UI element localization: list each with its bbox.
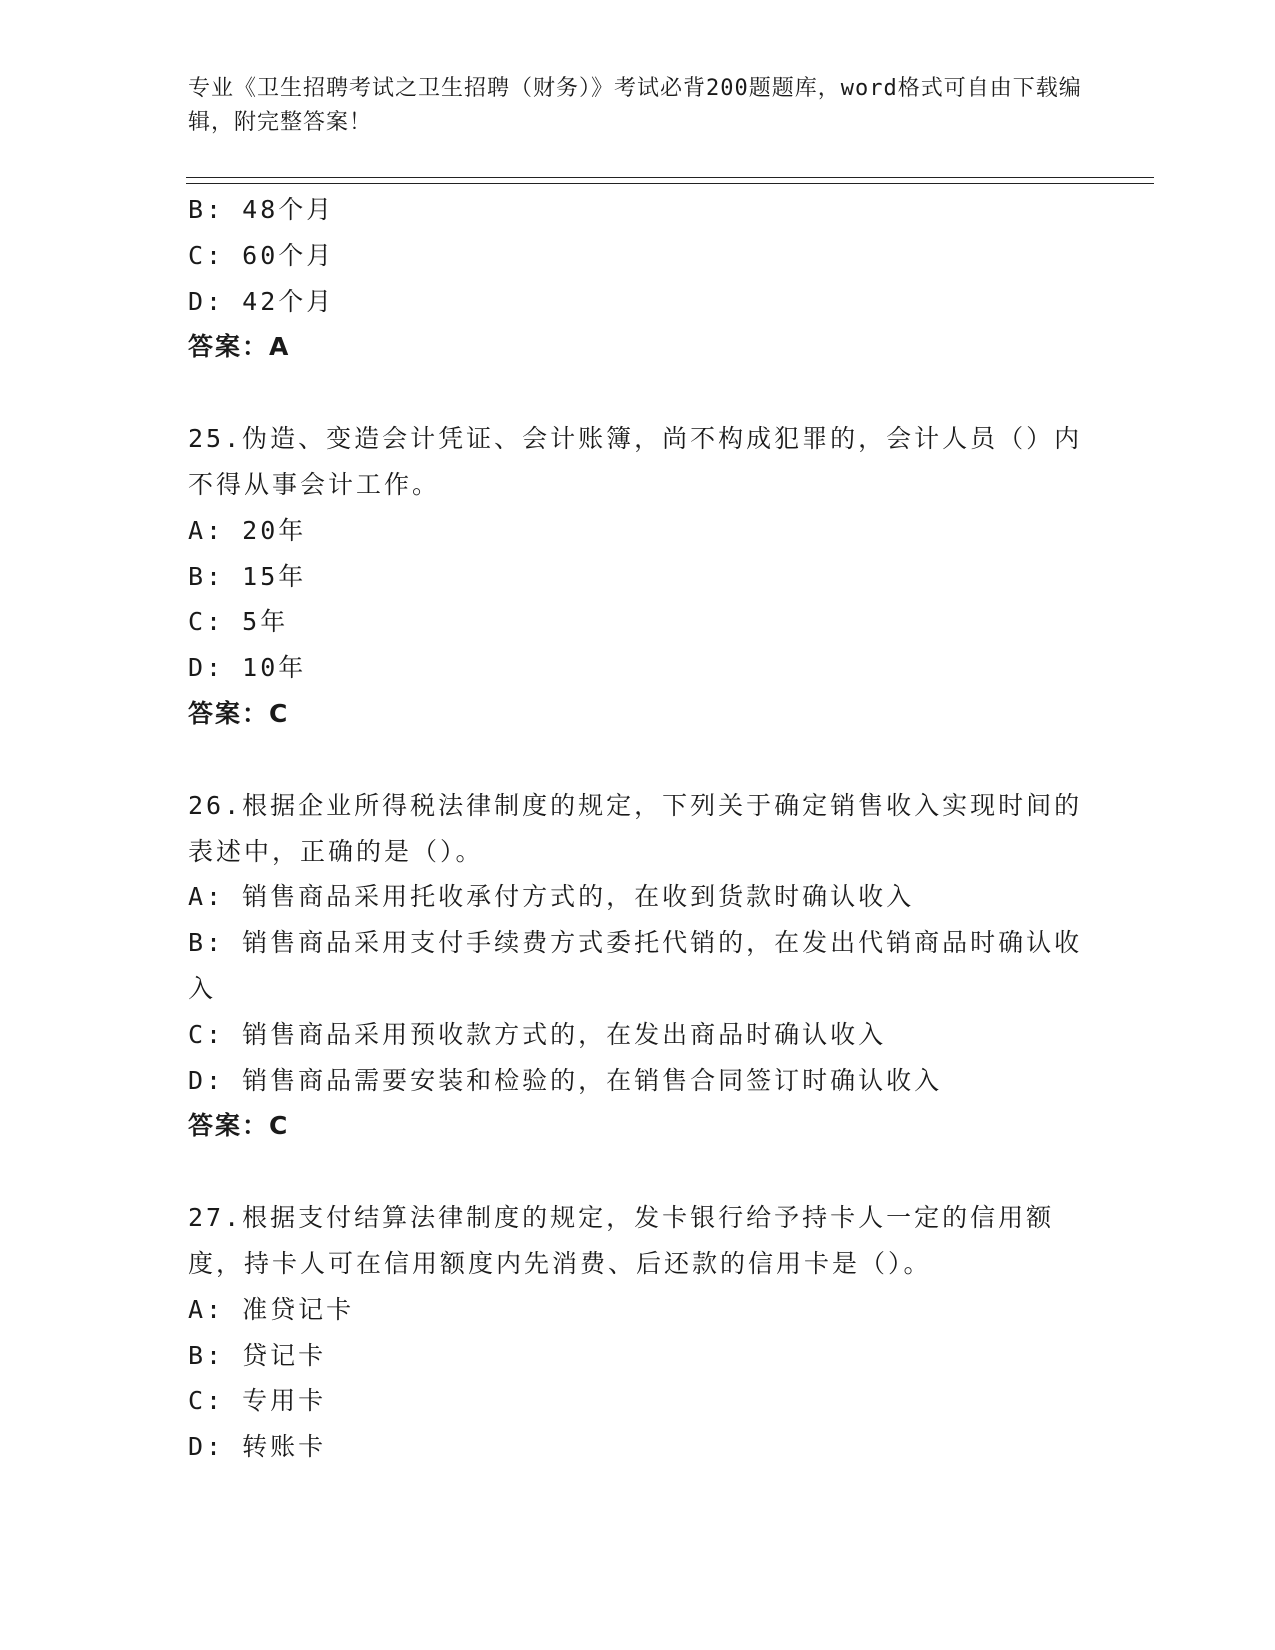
header-rule-top: [186, 177, 1154, 178]
option-b: B: 贷记卡: [188, 1340, 327, 1370]
spacer: [188, 1149, 1088, 1195]
option-c: C: 专用卡: [188, 1386, 327, 1416]
question-content: [188, 187, 1088, 1470]
option-b: B: 48个月: [188, 195, 335, 224]
option-d: D: 10年: [188, 653, 307, 683]
option-d: D: 转账卡: [188, 1432, 327, 1462]
option-b: B: 15年: [188, 561, 307, 591]
option-c: C: 销售商品采用预收款方式的，在发出商品时确认收入: [188, 1019, 887, 1049]
spacer: [188, 370, 1088, 416]
answer-line: 答案：C: [188, 698, 290, 728]
page-header: 专业《卫生招聘考试之卫生招聘（财务）》考试必背200题题库，word格式可自由下载编辑，附完整答案！: [188, 76, 1082, 135]
question-stem: 26.根据企业所得税法律制度的规定，下列关于确定销售收入实现时间的表述中，正确的是（）。: [188, 790, 1083, 866]
option-b: B: 销售商品采用支付手续费方式委托代销的，在发出代销商品时确认收入: [188, 928, 1083, 1003]
option-c: C: 60个月: [188, 240, 335, 270]
option-a: A: 20年: [188, 515, 307, 545]
option-a: A: 准贷记卡: [188, 1294, 355, 1324]
spacer: [188, 737, 1088, 783]
option-d: D: 42个月: [188, 286, 335, 316]
header-rule-bottom: [186, 183, 1154, 184]
question-stem: 27.根据支付结算法律制度的规定，发卡银行给予持卡人一定的信用额度，持卡人可在信用额度内先消费、后还款的信用卡是（）。: [188, 1203, 1055, 1278]
prev-question-tail: [188, 187, 1088, 370]
option-d: D: 销售商品需要安装和检验的，在销售合同签订时确认收入: [188, 1065, 943, 1095]
question-25: [188, 416, 1088, 737]
question-stem: 25.伪造、变造会计凭证、会计账簿，尚不构成犯罪的，会计人员（）内不得从事会计工作。: [188, 424, 1083, 499]
question-26: [188, 783, 1088, 1149]
option-c: C: 5年: [188, 607, 289, 637]
question-27: [188, 1195, 1088, 1470]
answer-line: 答案：A: [188, 332, 291, 362]
option-a: A: 销售商品采用托收承付方式的，在收到货款时确认收入: [188, 882, 915, 912]
answer-line: 答案：C: [188, 1111, 290, 1141]
